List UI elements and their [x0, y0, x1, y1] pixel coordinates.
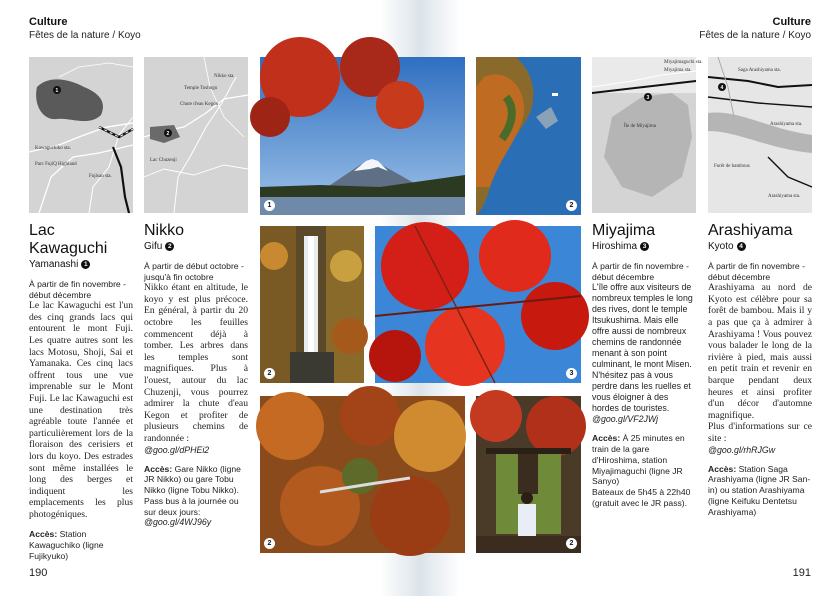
map-label: Île de Miyajima — [624, 124, 656, 129]
ferry-info: Bateaux de 5h45 à 22h40 (gratuit avec le JR pass). — [592, 487, 691, 508]
region-name: Hiroshima — [592, 241, 638, 252]
bus-pass-info: Pass bus à la journée ou sur deux jours: — [144, 495, 239, 517]
map-label: Temple Toshogu — [184, 86, 218, 91]
destination-kawaguchi — [29, 222, 133, 562]
map-label: Kawaguchiko sta. — [35, 146, 71, 151]
bus-pass-link-url[interactable]: goo.gl/4WJ96y — [152, 517, 212, 528]
map-kawaguchi — [29, 57, 133, 213]
destination-title: Miyajima — [592, 222, 656, 239]
svg-text:2: 2 — [166, 131, 170, 137]
region-name: Kyoto — [708, 241, 734, 252]
map-label: Fujisan sta. — [89, 174, 112, 179]
info-link[interactable]: @goo.gl/rhRJGw — [708, 444, 776, 455]
destination-region — [592, 241, 696, 252]
section-subtitle-right: Fêtes de la nature / Koyo — [699, 30, 811, 41]
photo-island-aerial — [476, 57, 581, 215]
page-number-left: 190 — [29, 567, 48, 579]
access-text: Gare Nikko (ligne JR Nikko) ou gare Tobu Nikko (ligne Tobu Nikko). — [144, 463, 241, 496]
season-period: À partir de début octobre - jusqu'à fin octobre — [144, 261, 244, 282]
photo-number-badge: 2 — [264, 538, 275, 549]
destination-miyajima — [592, 222, 696, 509]
location-number-badge: 4 — [737, 242, 746, 251]
photo-number-badge: 3 — [566, 368, 577, 379]
location-number-badge: 1 — [81, 260, 90, 269]
more-info-text: Plus d'informations sur ce site : — [708, 421, 812, 444]
section-title-left: Culture — [29, 16, 68, 28]
svg-text:4: 4 — [720, 85, 724, 91]
destination-region — [708, 241, 812, 252]
access-info — [144, 464, 248, 496]
map-label: Arashiyama sta. — [768, 194, 801, 199]
photo-number-badge: 2 — [264, 368, 275, 379]
photo-number-badge: 2 — [566, 200, 577, 211]
map-label: Parc FujiQ Highland — [35, 162, 77, 167]
location-number-badge: 2 — [165, 242, 174, 251]
destination-title: Nikko — [144, 222, 185, 239]
access-label: Accès: — [29, 529, 58, 540]
description-text: Arashiyama au nord de Kyoto est célèbre pour sa forêt de bambou. Mais il y a pas que ça à admirer à Arashiyama ! Vous pouvez vous balader le long de la rivière à pied, mais aussi en petit train et revenir en barque pendant deux heures et ainsi profiter d'un décor d'automne magnifique. — [708, 282, 812, 421]
map-label: Chute d'eau Kegon — [180, 102, 219, 107]
access-info — [29, 529, 133, 561]
map-label: Miyajima sta. — [664, 68, 692, 73]
access-info — [708, 464, 812, 518]
section-title-right: Culture — [772, 16, 811, 28]
season-period: À partir de fin novembre - début décembre — [29, 279, 126, 300]
destination-title: Lac Kawaguchi — [29, 222, 108, 257]
map-nikko — [144, 57, 248, 213]
access-text: À 25 minutes en train de la gare d'Hiroshima, station Miyajimaguchi (ligne JR Sanyo) — [592, 433, 685, 487]
access-label: Accès: — [708, 463, 737, 474]
page-number-right: 191 — [792, 567, 811, 579]
destination-title: Arashiyama — [708, 222, 793, 239]
access-text: Station Kawaguchiko (ligne Fujikyuko) — [29, 529, 104, 562]
access-info — [592, 433, 696, 487]
access-label: Accès: — [144, 463, 173, 474]
info-link[interactable]: @goo.gl/VF2JWj — [592, 414, 659, 425]
info-link-url[interactable]: goo.gl/dPHEi2 — [152, 444, 210, 455]
region-name: Gifu — [144, 241, 163, 252]
map-label: Saga Arashiyama sta. — [738, 68, 781, 73]
season-period: À partir de fin novembre - début décembre — [592, 261, 689, 282]
photo-number-badge: 2 — [566, 538, 577, 549]
photo-kegon-waterfall — [260, 226, 364, 383]
bus-pass-link[interactable]: @goo.gl/4WJ96y — [144, 517, 212, 528]
svg-text:1: 1 — [55, 88, 59, 94]
map-label: Arashiyama sta. — [770, 122, 803, 127]
access-label: Accès: — [592, 433, 621, 444]
destination-nikko — [144, 222, 248, 527]
region-name: Yamanashi — [29, 259, 79, 270]
section-subtitle-left: Fêtes de la nature / Koyo — [29, 30, 141, 41]
description-text: Nikko étant en altitude, le koyo y est plus précoce. En général, à partir du 20 octobre les feuilles commencent déjà à tomber. Les arbres dans les temples sont magnifiques. Plus à l'ouest, autour du lac Chuzenji, vous pourrez admirer la chute d'eau Kegon et profiter de plusieurs chemins de randonnée : — [144, 282, 248, 444]
photo-autumn-forest-valley — [260, 396, 465, 553]
photo-mount-fuji-lake — [260, 57, 465, 215]
map-arashiyama — [708, 57, 812, 213]
description-text: L'île offre aux visiteurs de nombreux temples le long des rives, dont le temple Itsukushima. Mais elle offre aussi de nombreux chemins de randonnée menant à son point culminant, le mont Misen. N'hésitez pas à vous perdre dans les ruelles et vous éloigner à des hordes de touristes. — [592, 282, 693, 414]
map-miyajima — [592, 57, 703, 213]
photo-number-badge: 1 — [264, 200, 275, 211]
info-link-url[interactable]: goo.gl/VF2JWj — [600, 414, 659, 425]
destination-region — [144, 241, 248, 252]
map-label: Lac Chuzenji — [150, 158, 177, 163]
season-period: À partir de fin novembre - début décembre — [708, 261, 805, 282]
access-text: Station Saga Arashiyama (ligne JR San-in) ou station Arashiyama (ligne Keifuku Dentetsu Arashiyama) — [708, 463, 811, 517]
info-link-url[interactable]: goo.gl/rhRJGw — [716, 444, 776, 455]
destination-region — [29, 259, 133, 270]
map-label: Forêt de bambous — [714, 164, 750, 169]
description-text: Le lac Kawaguchi est l'un des cinq grands lacs qui entourent le mont Fuji. Les quatre autres sont les lacs Motosu, Shoji, Sai et Yamanaka. Ces cinq lacs offrent tous une vue imprenable sur le Mont Fuji. Le lac Kawaguchi est une destination très agréable toute l'année et particulièrement lors de la floraison des cerisiers et lors du koyo. Des estrades sont même installées le long des berges et indiquent les emplacements les plus photogéniques. — [29, 300, 133, 520]
photo-red-maple-leaves — [375, 226, 581, 383]
map-label: Miyajimaguchi sta. — [664, 60, 703, 65]
map-label: Nikko sta. — [214, 74, 235, 79]
svg-text:3: 3 — [646, 95, 650, 101]
info-link[interactable]: @goo.gl/dPHEi2 — [144, 444, 210, 455]
location-number-badge: 3 — [640, 242, 649, 251]
photo-temple-bell — [476, 396, 581, 553]
destination-arashiyama — [708, 222, 812, 517]
